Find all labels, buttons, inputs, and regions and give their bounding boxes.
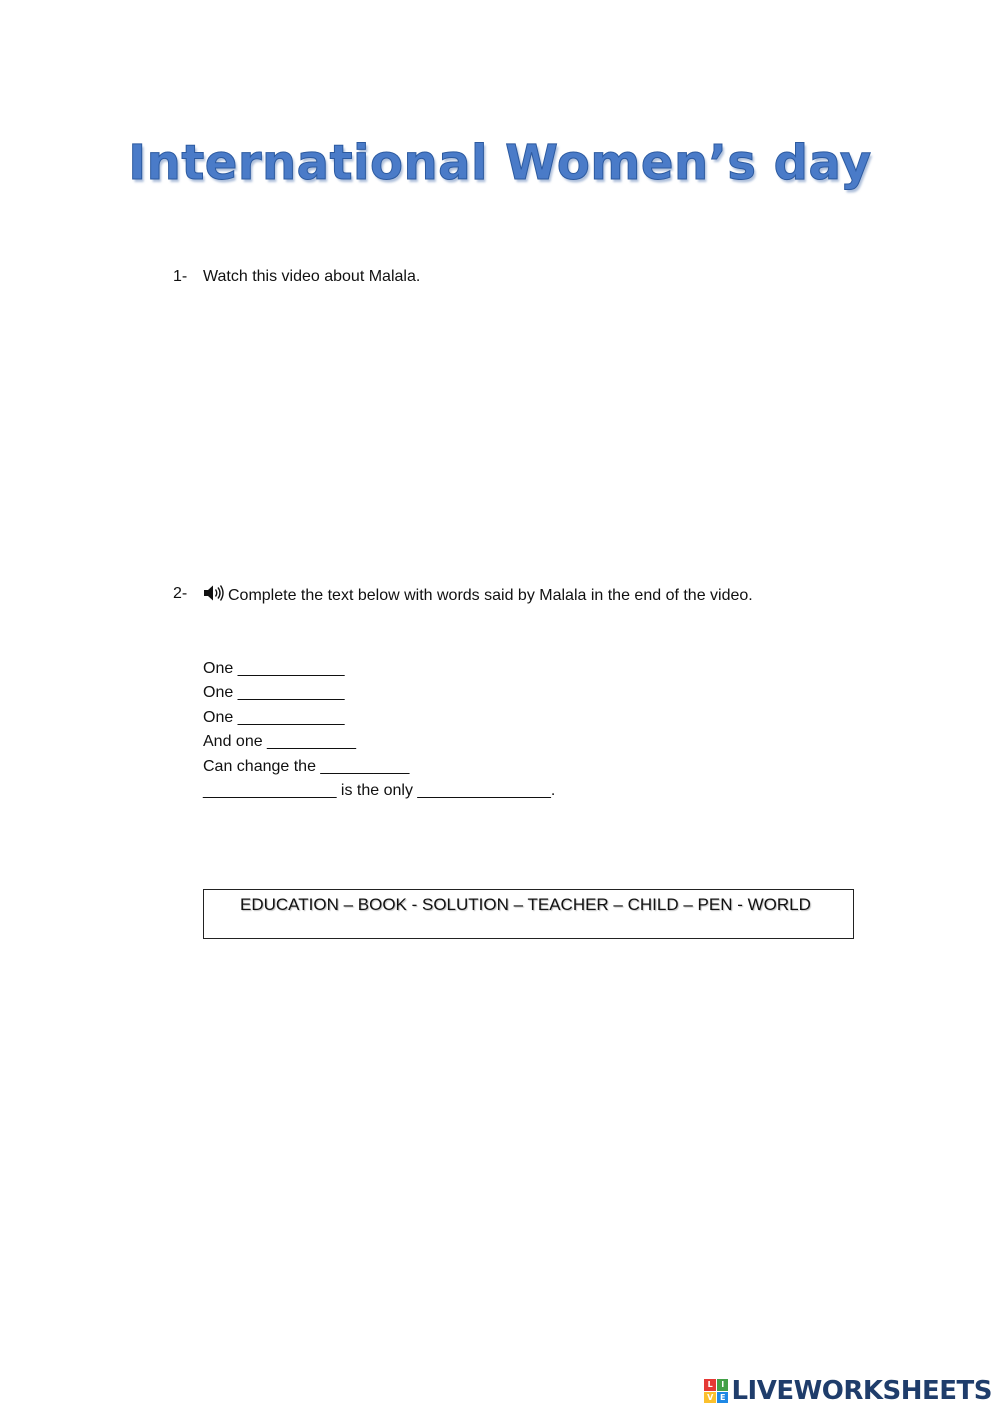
question-2-number: 2- [173, 585, 188, 602]
blank-line[interactable]: One ____________ [203, 708, 345, 726]
logo-mark-cell: I [717, 1379, 729, 1391]
word-bank-text: EDUCATION – BOOK - SOLUTION – TEACHER – CHILD – PEN - WORLD [240, 895, 811, 914]
blank-line[interactable]: Can change the __________ [203, 757, 410, 775]
logo-mark-cell: L [704, 1379, 716, 1391]
liveworksheets-logo [704, 1376, 992, 1406]
logo-mark-cell: E [717, 1392, 729, 1404]
worksheet-title: International Women’s day [128, 135, 872, 191]
logo-text: LIVEWORKSHEETS [731, 1376, 992, 1406]
blank-line[interactable]: _______________ is the only _______________. [203, 782, 556, 800]
logo-mark-cell: V [704, 1392, 716, 1404]
word-bank-box [203, 889, 854, 939]
logo-mark-icon [704, 1379, 728, 1403]
question-1 [173, 267, 773, 287]
question-2-line [203, 584, 753, 606]
question-2 [173, 584, 873, 606]
question-1-text: Watch this video about Malala. [203, 268, 421, 285]
blank-line[interactable]: And one __________ [203, 733, 357, 751]
fill-in-blanks [203, 657, 555, 803]
question-2-text: Complete the text below with words said by Malala in the end of the video. [228, 587, 753, 604]
question-1-number: 1- [173, 268, 188, 285]
blank-line[interactable]: One ____________ [203, 684, 345, 702]
speaker-icon[interactable] [203, 584, 225, 602]
blank-line[interactable]: One ____________ [203, 660, 345, 677]
